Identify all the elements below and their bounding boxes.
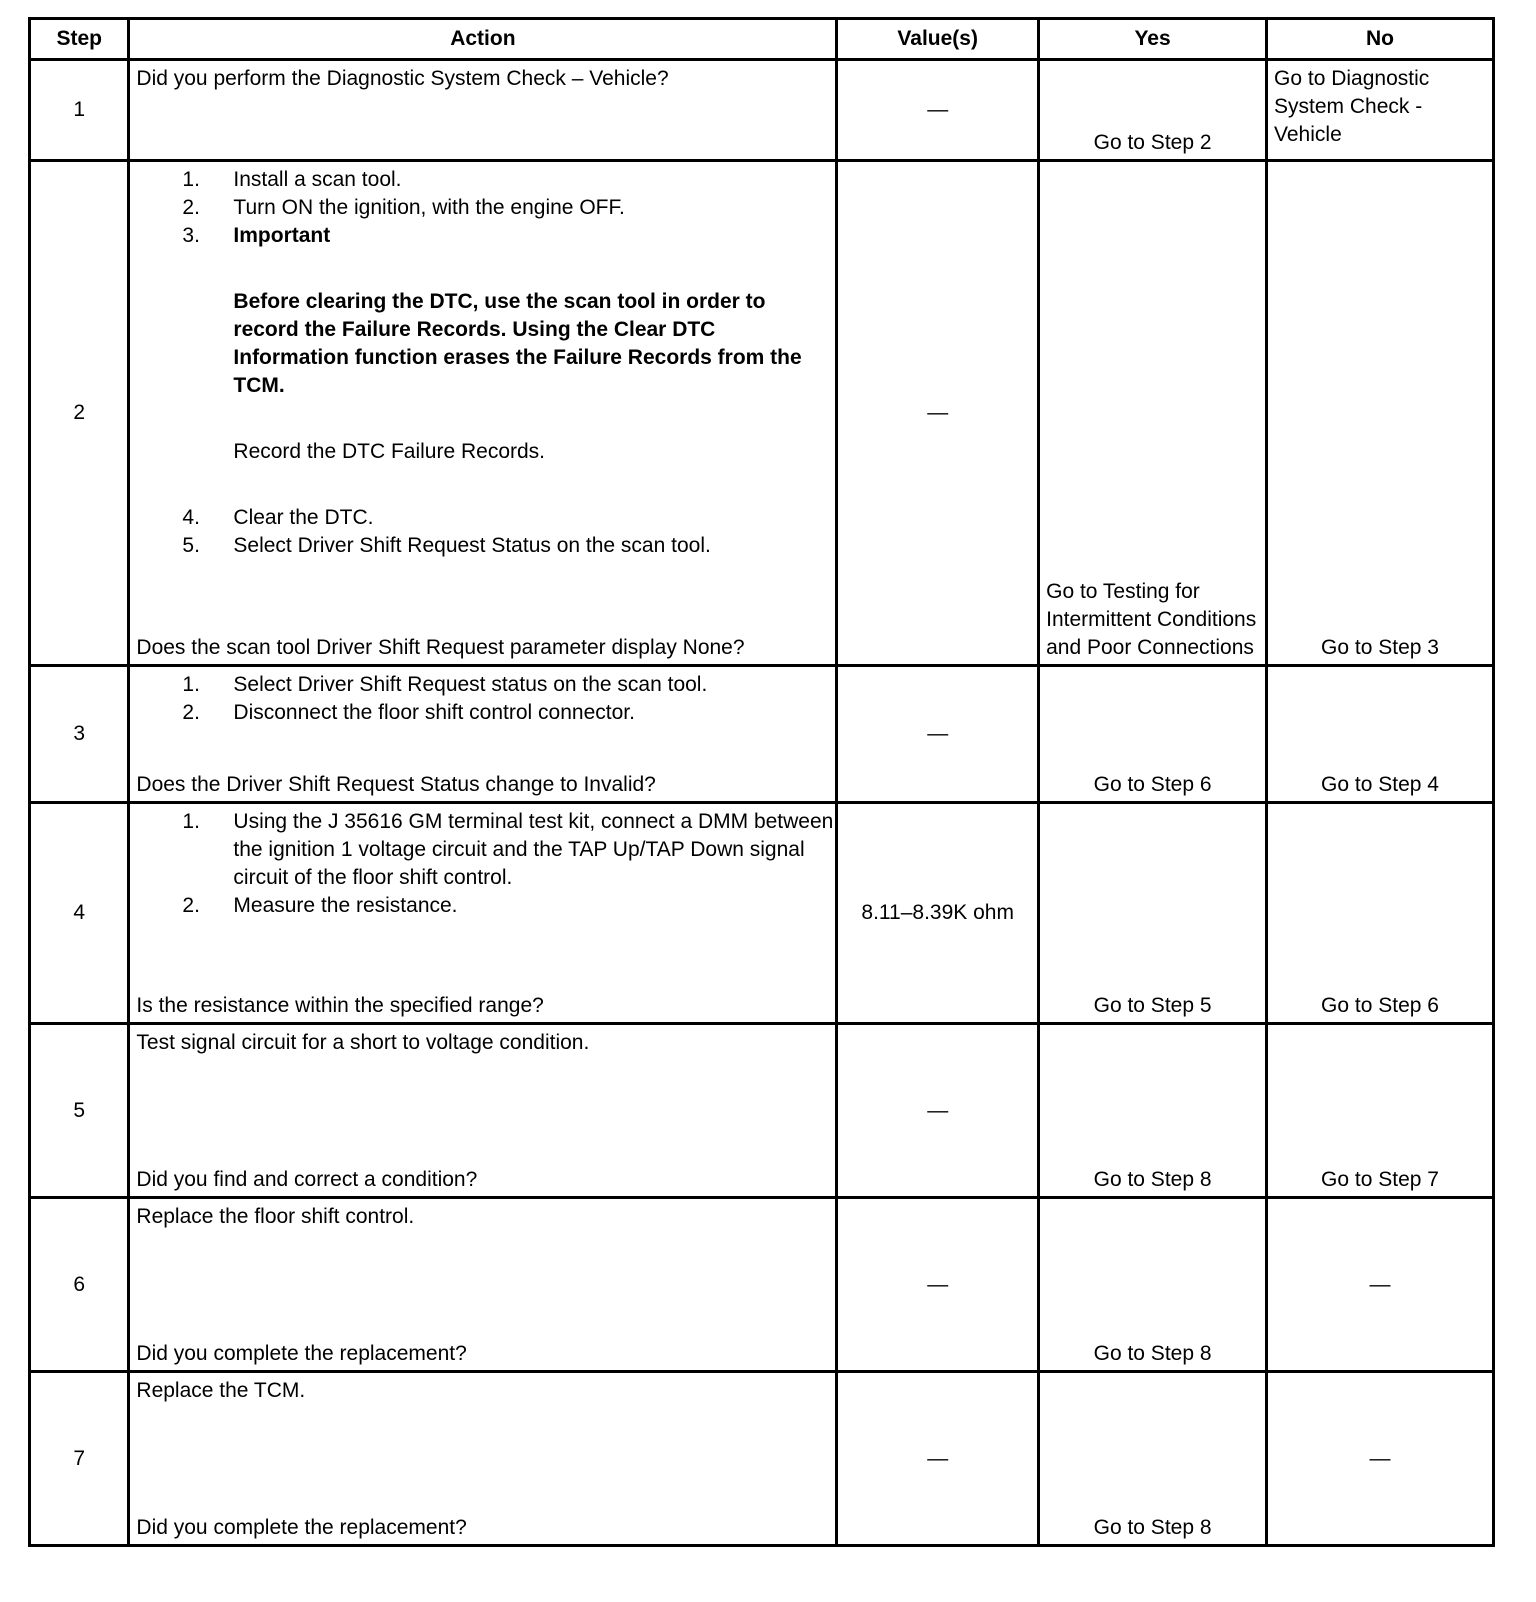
- yes-cell: Go to Step 8: [1039, 1198, 1267, 1372]
- table-row: [30, 60, 1494, 161]
- table-row: [30, 803, 1494, 1024]
- important-note-item: [130, 250, 835, 504]
- action-question: Did you complete the replacement?: [136, 1342, 467, 1365]
- action-steps: [130, 808, 835, 920]
- table-row: [30, 1372, 1494, 1546]
- value-cell: —: [837, 1372, 1039, 1546]
- diagnostic-table: [28, 17, 1495, 1547]
- header-values: Value(s): [837, 19, 1039, 60]
- table-row: [30, 666, 1494, 803]
- action-cell: [129, 161, 837, 666]
- header-step: Step: [30, 19, 129, 60]
- sub-action: Record the DTC Failure Records.: [233, 440, 546, 463]
- step-number: 7: [30, 1372, 129, 1546]
- action-text: Test signal circuit for a short to voltage condition.: [136, 1031, 590, 1054]
- no-cell: Go to Step 6: [1267, 803, 1494, 1024]
- value-cell: —: [837, 1198, 1039, 1372]
- list-item: 5. Select Driver Shift Request Status on the scan tool.: [182, 534, 711, 557]
- important-label: Important: [233, 224, 331, 247]
- header-no: No: [1267, 19, 1494, 60]
- list-item: 3. Important: [182, 224, 331, 247]
- action-question: Did you find and correct a condition?: [136, 1168, 478, 1191]
- action-text: Replace the floor shift control.: [136, 1205, 415, 1228]
- no-cell: —: [1267, 1198, 1494, 1372]
- value-cell: —: [837, 60, 1039, 161]
- list-item: 1. Install a scan tool.: [182, 168, 402, 191]
- list-item: 2. Disconnect the floor shift control connector.: [182, 701, 635, 724]
- no-cell: Go to Step 4: [1267, 666, 1494, 803]
- table-row: [30, 1198, 1494, 1372]
- action-question: Is the resistance within the specified range?: [136, 994, 544, 1017]
- yes-cell: Go to Step 8: [1039, 1024, 1267, 1198]
- step-number: 3: [30, 666, 129, 803]
- action-question: Does the scan tool Driver Shift Request parameter display None?: [136, 636, 745, 659]
- value-cell: —: [837, 1024, 1039, 1198]
- step-number: 1: [30, 60, 129, 161]
- yes-cell: Go to Step 8: [1039, 1372, 1267, 1546]
- list-item: 2. Measure the resistance.: [182, 894, 458, 917]
- value-cell: 8.11–8.39K ohm: [837, 803, 1039, 1024]
- list-item: 4. Clear the DTC.: [182, 506, 374, 529]
- yes-cell: Go to Step 5: [1039, 803, 1267, 1024]
- action-text: Replace the TCM.: [136, 1379, 306, 1402]
- step-number: 2: [30, 161, 129, 666]
- table-row: [30, 161, 1494, 666]
- list-item: 1. Select Driver Shift Request status on the scan tool.: [182, 673, 708, 696]
- no-cell: Go to Step 7: [1267, 1024, 1494, 1198]
- header-row: [30, 19, 1494, 60]
- header-action: Action: [129, 19, 837, 60]
- action-steps: [130, 166, 835, 560]
- action-steps: [130, 671, 835, 727]
- action-cell: [129, 60, 837, 161]
- table-row: [30, 1024, 1494, 1198]
- value-cell: —: [837, 161, 1039, 666]
- yes-cell: Go to Step 2: [1039, 60, 1267, 161]
- step-number: 5: [30, 1024, 129, 1198]
- action-question: Does the Driver Shift Request Status change to Invalid?: [136, 773, 656, 796]
- step-number: 4: [30, 803, 129, 1024]
- action-cell: [129, 1024, 837, 1198]
- value-cell: —: [837, 666, 1039, 803]
- action-cell: [129, 666, 837, 803]
- no-cell: —: [1267, 1372, 1494, 1546]
- header-yes: Yes: [1039, 19, 1267, 60]
- list-item: 2. Turn ON the ignition, with the engine OFF.: [182, 196, 625, 219]
- yes-cell: Go to Step 6: [1039, 666, 1267, 803]
- action-cell: [129, 803, 837, 1024]
- list-item: 1. Using the J 35616 GM terminal test kit, connect a DMM between the ignition 1 voltage circuit and the TAP Up/TAP Down signal circuit of the floor shift control.: [182, 810, 834, 889]
- action-question: Did you complete the replacement?: [136, 1516, 467, 1539]
- yes-cell: Go to Testing for Intermittent Conditions and Poor Connections: [1039, 161, 1267, 666]
- step-number: 6: [30, 1198, 129, 1372]
- important-note: Before clearing the DTC, use the scan tool in order to record the Failure Records. Using the Clear DTC Information function erases the Failure Records from the TCM.: [233, 290, 802, 397]
- no-cell: Go to Step 3: [1267, 161, 1494, 666]
- no-cell: Go to Diagnostic System Check - Vehicle: [1267, 60, 1494, 161]
- action-cell: [129, 1372, 837, 1546]
- action-question: Did you perform the Diagnostic System Check – Vehicle?: [136, 67, 669, 90]
- action-cell: [129, 1198, 837, 1372]
